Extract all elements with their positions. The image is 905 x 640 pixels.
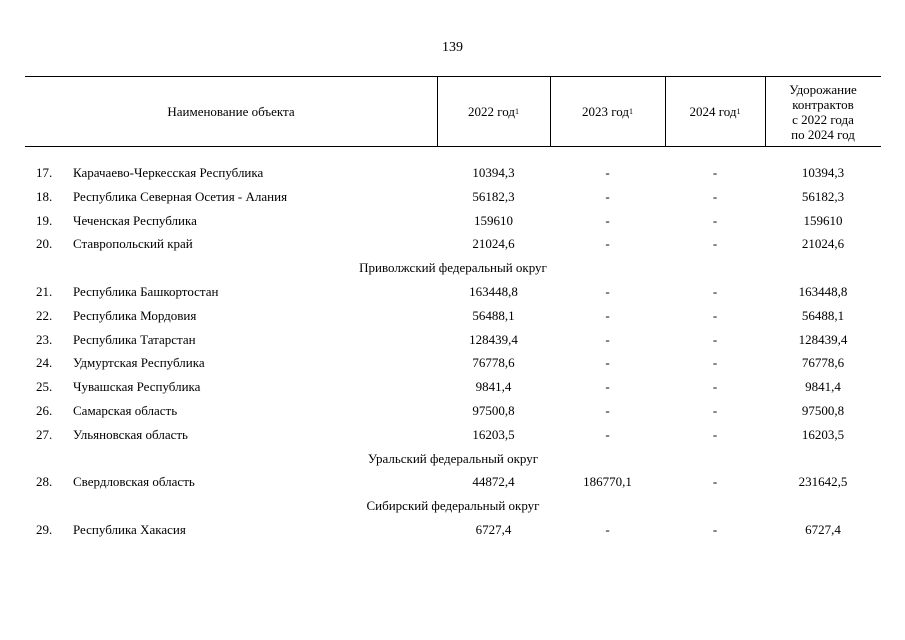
cell-2022: 159610 (474, 212, 513, 228)
cell-increase: 21024,6 (801, 236, 845, 252)
cell-2024: - (712, 307, 718, 323)
row-number: 28. (36, 474, 53, 490)
header-2023: 2023 год 1 (582, 104, 633, 119)
cell-increase: 97500,8 (801, 402, 845, 418)
cell-2023: - (605, 355, 610, 371)
table-row (25, 304, 881, 328)
cell-2022: 16203,5 (472, 426, 515, 442)
cell-2023: - (605, 188, 610, 204)
header-2024-label: 2024 год (689, 104, 737, 119)
row-name: Свердловская область (73, 474, 195, 490)
row-name: Ульяновская область (73, 426, 188, 442)
header-increase-line: контрактов (792, 96, 854, 112)
row-name: Чувашская Республика (73, 379, 201, 395)
table-row (25, 518, 881, 542)
cell-2023: - (605, 331, 610, 347)
row-name: Удмуртская Республика (73, 355, 205, 371)
cell-2022: 56182,3 (472, 188, 515, 204)
cell-2024: - (712, 165, 718, 180)
district-label: Уральский федеральный округ (367, 450, 539, 466)
header-2024: 2024 год 1 (689, 104, 741, 119)
row-number: 22. (36, 307, 53, 323)
cell-increase: 128439,4 (798, 331, 848, 347)
district-label: Сибирский федеральный округ (366, 498, 540, 514)
cell-2023: - (605, 402, 610, 418)
header-name-label: Наименование объекта (167, 104, 295, 119)
page-number: 139 (442, 40, 463, 55)
row-name: Ставропольский край (73, 236, 193, 252)
row-number: 24. (36, 355, 53, 371)
header-increase-line: с 2022 года (792, 111, 854, 127)
row-name: Республика Башкортостан (73, 283, 219, 299)
cell-2023: 186770,1 (583, 474, 632, 490)
table-row (25, 280, 881, 304)
cell-2024: - (712, 379, 718, 395)
row-number: 20. (36, 236, 53, 252)
cell-increase: 159610 (803, 212, 843, 228)
cell-increase: 56182,3 (801, 188, 845, 204)
cell-2024: - (712, 283, 718, 299)
row-number: 19. (36, 212, 53, 228)
cell-increase: 9841,4 (805, 379, 841, 395)
cell-2023: - (605, 426, 610, 442)
cell-increase: 6727,4 (805, 521, 841, 537)
cell-2023: - (605, 307, 610, 323)
cell-increase: 163448,8 (798, 283, 848, 299)
cell-2024: - (712, 355, 718, 371)
row-name: Самарская область (73, 402, 178, 418)
header-increase-line: Удорожание (789, 81, 857, 97)
cell-2022: 76778,6 (472, 355, 515, 371)
row-name: Республика Татарстан (73, 331, 196, 347)
header-increase-line: по 2024 год (791, 126, 855, 142)
row-number: 29. (36, 521, 53, 537)
cell-2024: - (712, 188, 718, 204)
table-row (25, 161, 881, 185)
header-2022-label: 2022 год (468, 104, 515, 119)
cell-2024: - (712, 236, 718, 252)
table-row (25, 328, 881, 352)
cell-2024: - (712, 426, 718, 442)
row-number: 18. (36, 188, 53, 204)
table-body (25, 161, 881, 542)
row-name: Карачаево-Черкесская Республика (73, 165, 264, 180)
table-row (25, 375, 881, 399)
cell-2022: 56488,1 (472, 307, 515, 323)
cell-2022: 97500,8 (472, 402, 515, 418)
cell-2023: - (605, 236, 610, 252)
header-2022: 2022 год 1 (468, 104, 519, 119)
cell-increase: 10394,3 (801, 165, 845, 180)
cell-2023: - (605, 165, 610, 180)
cell-2024: - (712, 474, 718, 490)
cell-2023: - (605, 212, 610, 228)
district-row (25, 447, 881, 471)
table-header-rule (25, 146, 881, 147)
header-2023-label: 2023 год (582, 104, 629, 119)
district-row (25, 256, 881, 280)
row-number: 17. (36, 165, 53, 180)
row-number: 25. (36, 379, 53, 395)
cell-2023: - (605, 521, 610, 537)
row-number: 23. (36, 331, 53, 347)
row-number: 21. (36, 283, 53, 299)
table-row (25, 185, 881, 209)
table-row (25, 470, 881, 494)
cell-2023: - (605, 283, 610, 299)
table-row (25, 399, 881, 423)
cell-2024: - (712, 331, 718, 347)
cell-increase: 16203,5 (801, 426, 845, 442)
row-name: Республика Мордовия (73, 307, 197, 323)
district-row (25, 494, 881, 518)
cell-increase: 56488,1 (801, 307, 845, 323)
cell-2022: 10394,3 (472, 165, 515, 180)
row-name: Республика Хакасия (73, 521, 186, 537)
cell-2022: 9841,4 (475, 379, 512, 395)
cell-2022: 6727,4 (475, 521, 512, 537)
table-row (25, 209, 881, 233)
row-number: 26. (36, 402, 53, 418)
cell-2022: 44872,4 (472, 474, 515, 490)
table-row (25, 423, 881, 447)
cell-2023: - (605, 379, 610, 395)
header-name (25, 77, 437, 146)
cell-2022: 21024,6 (472, 236, 515, 252)
cell-2022: 128439,4 (469, 331, 518, 347)
row-number: 27. (36, 426, 53, 442)
district-label: Приволжский федеральный округ (359, 260, 547, 276)
cell-increase: 231642,5 (798, 474, 848, 490)
table-row (25, 232, 881, 256)
header-increase (765, 77, 881, 146)
row-name: Республика Северная Осетия - Алания (73, 188, 288, 204)
table-row (25, 351, 881, 375)
cell-2024: - (712, 521, 718, 537)
cell-2022: 163448,8 (469, 283, 518, 299)
cell-2024: - (712, 402, 718, 418)
cell-increase: 76778,6 (801, 355, 845, 371)
cell-2024: - (712, 212, 718, 228)
row-name: Чеченская Республика (73, 212, 197, 228)
